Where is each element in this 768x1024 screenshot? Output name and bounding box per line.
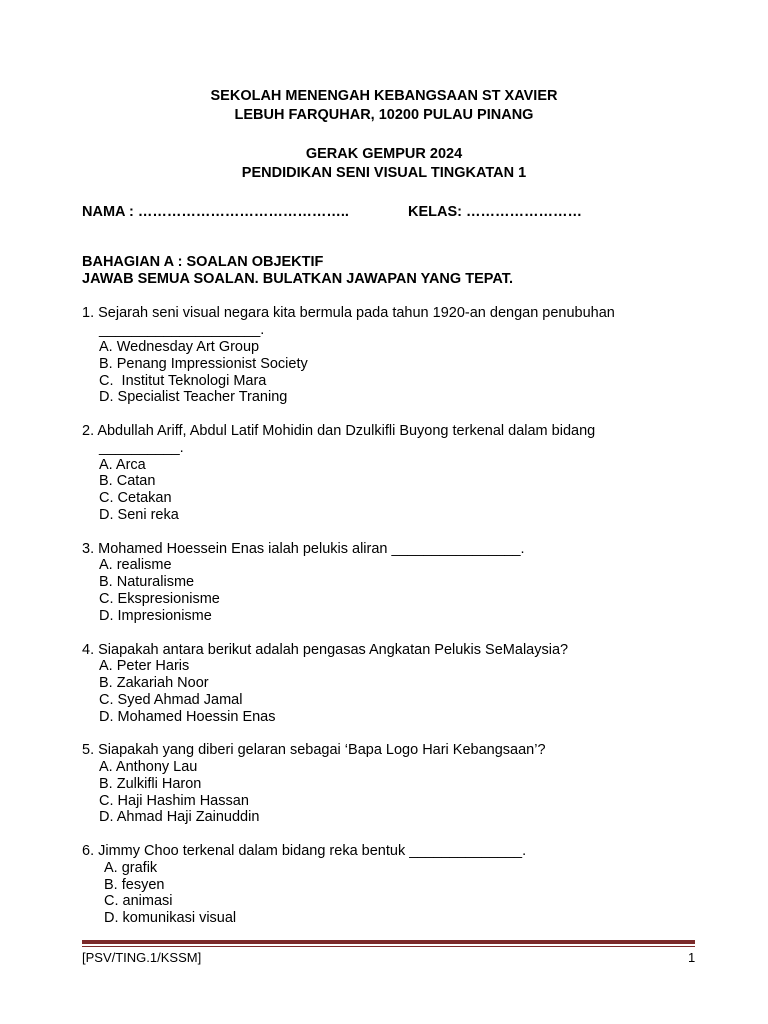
subject-title: PENDIDIKAN SENI VISUAL TINGKATAN 1	[241, 165, 527, 181]
section-instruction: JAWAB SEMUA SOALAN. BULATKAN JAWAPAN YANG TEPAT.	[82, 271, 514, 287]
question-2-option-c: C. Cetakan	[99, 490, 172, 506]
question-4-option-a: A. Peter Haris	[99, 658, 190, 674]
page-number: 1	[688, 950, 696, 965]
question-2-option-b: B. Catan	[99, 473, 156, 489]
question-3-option-c: C. Ekspresionisme	[99, 591, 220, 607]
question-6-option-a: A. grafik	[104, 860, 158, 876]
question-3-option-a: A. realisme	[99, 557, 172, 573]
footer-rule-thin	[82, 946, 695, 947]
question-2-blank: __________.	[99, 440, 184, 456]
class-field: KELAS: ……………………	[408, 204, 582, 220]
question-2: 2. Abdullah Ariff, Abdul Latif Mohidin dan Dzulkifli Buyong terkenal dalam bidang	[82, 423, 596, 439]
question-1-option-c: C. Institut Teknologi Mara	[99, 373, 267, 389]
question-4: 4. Siapakah antara berikut adalah pengasas Angkatan Pelukis SeMalaysia?	[82, 642, 569, 658]
question-5: 5. Siapakah yang diberi gelaran sebagai ‘Bapa Logo Hari Kebangsaan’?	[82, 742, 546, 758]
question-6-option-c: C. animasi	[104, 893, 173, 909]
footer-code: [PSV/TING.1/KSSM]	[82, 950, 202, 965]
question-6: 6. Jimmy Choo terkenal dalam bidang reka bentuk ______________.	[82, 843, 527, 859]
question-1: 1. Sejarah seni visual negara kita bermula pada tahun 1920-an dengan penubuhan	[82, 305, 615, 321]
question-3: 3. Mohamed Hoessein Enas ialah pelukis aliran ________________.	[82, 541, 525, 557]
question-3-option-d: D. Impresionisme	[99, 608, 212, 624]
question-1-blank: ____________________.	[99, 322, 265, 338]
question-4-option-d: D. Mohamed Hoessin Enas	[99, 709, 276, 725]
question-6-option-b: B. fesyen	[104, 877, 165, 893]
question-5-option-b: B. Zulkifli Haron	[99, 776, 202, 792]
school-name: SEKOLAH MENENGAH KEBANGSAAN ST XAVIER	[210, 88, 558, 104]
question-6-option-d: D. komunikasi visual	[104, 910, 237, 926]
exam-title: GERAK GEMPUR 2024	[305, 146, 463, 162]
question-5-option-c: C. Haji Hashim Hassan	[99, 793, 249, 809]
question-1-option-b: B. Penang Impressionist Society	[99, 356, 308, 372]
footer-rule-thick	[82, 940, 695, 944]
question-1-option-d: D. Specialist Teacher Traning	[99, 389, 288, 405]
question-5-option-d: D. Ahmad Haji Zainuddin	[99, 809, 260, 825]
section-title: BAHAGIAN A : SOALAN OBJEKTIF	[82, 254, 324, 270]
question-2-option-a: A. Arca	[99, 457, 146, 473]
question-1-option-a: A. Wednesday Art Group	[99, 339, 260, 355]
question-2-option-d: D. Seni reka	[99, 507, 179, 523]
question-4-option-c: C. Syed Ahmad Jamal	[99, 692, 243, 708]
question-3-option-b: B. Naturalisme	[99, 574, 195, 590]
name-field: NAMA : ……………………………………..	[82, 204, 349, 220]
school-address: LEBUH FARQUHAR, 10200 PULAU PINANG	[234, 107, 534, 123]
question-5-option-a: A. Anthony Lau	[99, 759, 198, 775]
question-4-option-b: B. Zakariah Noor	[99, 675, 209, 691]
